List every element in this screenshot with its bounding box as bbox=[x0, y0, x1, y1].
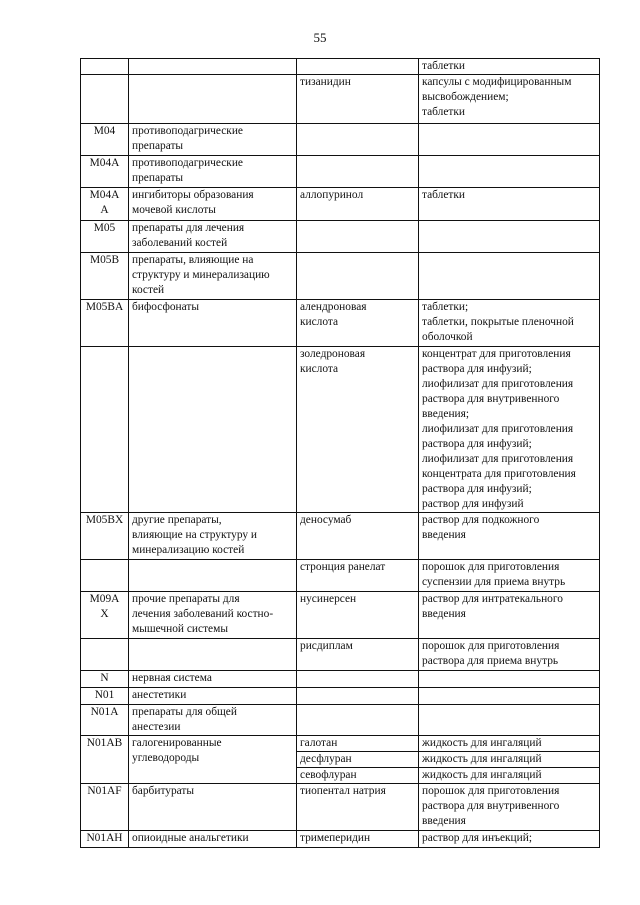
substance-cell: золедроновая кислота bbox=[297, 347, 419, 513]
dosage-form-cell: раствор для инъекций; bbox=[419, 831, 600, 848]
table-row bbox=[81, 736, 600, 752]
table-row bbox=[81, 688, 600, 705]
group-name-cell: бифосфонаты bbox=[129, 300, 297, 347]
atc-code-cell bbox=[81, 75, 129, 124]
atc-code-cell: M05 bbox=[81, 221, 129, 253]
substance-cell: севофлуран bbox=[297, 768, 419, 784]
group-name-cell: препараты, влияющие на структуру и минерализацию костей bbox=[129, 253, 297, 300]
group-name-cell: барбитураты bbox=[129, 784, 297, 831]
group-name-cell: ингибиторы образования мочевой кислоты bbox=[129, 188, 297, 221]
atc-code-cell bbox=[81, 347, 129, 513]
table-row bbox=[81, 513, 600, 560]
group-name-cell: противоподагрические препараты bbox=[129, 156, 297, 188]
page-number: 55 bbox=[313, 30, 327, 45]
dosage-form-cell: таблетки bbox=[419, 59, 600, 75]
atc-code-cell: N01AB bbox=[81, 736, 129, 784]
dosage-form-cell: жидкость для ингаляций bbox=[419, 768, 600, 784]
group-name-cell: препараты для общей анестезии bbox=[129, 705, 297, 736]
dosage-form-cell bbox=[419, 221, 600, 253]
dosage-form-cell: раствор для подкожного введения bbox=[419, 513, 600, 560]
group-name-cell: противоподагрические препараты bbox=[129, 124, 297, 156]
group-name-cell: галогенированные углеводороды bbox=[129, 736, 297, 784]
atc-code-cell: N01A bbox=[81, 705, 129, 736]
group-name-cell: другие препараты, влияющие на структуру и минерализацию костей bbox=[129, 513, 297, 560]
dosage-form-cell: жидкость для ингаляций bbox=[419, 736, 600, 752]
substance-cell: стронция ранелат bbox=[297, 560, 419, 592]
table-row bbox=[81, 671, 600, 688]
table-row bbox=[81, 59, 600, 75]
table-row bbox=[81, 75, 600, 124]
dosage-form-cell: таблетки bbox=[419, 188, 600, 221]
group-name-cell bbox=[129, 560, 297, 592]
table-row bbox=[81, 188, 600, 221]
dosage-form-cell: жидкость для ингаляций bbox=[419, 752, 600, 768]
dosage-form-cell bbox=[419, 688, 600, 705]
group-name-cell bbox=[129, 639, 297, 671]
group-name-cell: прочие препараты для лечения заболеваний костно- мышечной системы bbox=[129, 592, 297, 639]
group-name-cell: препараты для лечения заболеваний костей bbox=[129, 221, 297, 253]
substance-cell: аллопуринол bbox=[297, 188, 419, 221]
atc-code-cell: M04 bbox=[81, 124, 129, 156]
dosage-form-cell: порошок для приготовления раствора для внутривенного введения bbox=[419, 784, 600, 831]
group-name-cell: нервная система bbox=[129, 671, 297, 688]
substance-cell bbox=[297, 253, 419, 300]
atc-code-cell: M04A A bbox=[81, 188, 129, 221]
substance-cell: тизанидин bbox=[297, 75, 419, 124]
substance-cell bbox=[297, 705, 419, 736]
table-row bbox=[81, 300, 600, 347]
table-row bbox=[81, 124, 600, 156]
table-row bbox=[81, 221, 600, 253]
atc-code-cell: M05BA bbox=[81, 300, 129, 347]
table-row bbox=[81, 639, 600, 671]
atc-code-cell bbox=[81, 639, 129, 671]
table-row bbox=[81, 156, 600, 188]
table-row bbox=[81, 347, 600, 513]
atc-code-cell: N bbox=[81, 671, 129, 688]
substance-cell: десфлуран bbox=[297, 752, 419, 768]
group-name-cell bbox=[129, 59, 297, 75]
dosage-form-cell bbox=[419, 156, 600, 188]
dosage-form-cell: порошок для приготовления раствора для приема внутрь bbox=[419, 639, 600, 671]
substance-cell bbox=[297, 688, 419, 705]
substance-cell bbox=[297, 156, 419, 188]
table-row bbox=[81, 705, 600, 736]
substance-cell: тримеперидин bbox=[297, 831, 419, 848]
substance-cell: деносумаб bbox=[297, 513, 419, 560]
atc-code-cell: M04A bbox=[81, 156, 129, 188]
atc-code-cell: N01AH bbox=[81, 831, 129, 848]
dosage-form-cell: капсулы с модифицированным высвобождением; таблетки bbox=[419, 75, 600, 124]
substance-cell: рисдиплам bbox=[297, 639, 419, 671]
dosage-form-cell: раствор для интратекального введения bbox=[419, 592, 600, 639]
atc-code-cell bbox=[81, 560, 129, 592]
table-row bbox=[81, 560, 600, 592]
substance-cell: алендроновая кислота bbox=[297, 300, 419, 347]
group-name-cell bbox=[129, 347, 297, 513]
atc-code-cell: N01AF bbox=[81, 784, 129, 831]
group-name-cell: анестетики bbox=[129, 688, 297, 705]
substance-cell: галотан bbox=[297, 736, 419, 752]
substance-cell bbox=[297, 671, 419, 688]
dosage-form-cell bbox=[419, 705, 600, 736]
substance-cell: тиопентал натрия bbox=[297, 784, 419, 831]
atc-code-cell: N01 bbox=[81, 688, 129, 705]
table-row bbox=[81, 253, 600, 300]
medication-table bbox=[80, 58, 600, 848]
atc-code-cell: M05BX bbox=[81, 513, 129, 560]
atc-code-cell: M05B bbox=[81, 253, 129, 300]
substance-cell bbox=[297, 124, 419, 156]
substance-cell bbox=[297, 221, 419, 253]
group-name-cell: опиоидные анальгетики bbox=[129, 831, 297, 848]
dosage-form-cell bbox=[419, 124, 600, 156]
table-row bbox=[81, 592, 600, 639]
dosage-form-cell bbox=[419, 253, 600, 300]
dosage-form-cell: концентрат для приготовления раствора для инфузий; лиофилизат для приготовления раствора для внутривенного введения; лиофилизат для приготовления раствора для инфузий; лиофилизат для приготовления концентрата для приготовления раствора для инфузий; раствор для инфузий bbox=[419, 347, 600, 513]
dosage-form-cell: порошок для приготовления суспензии для приема внутрь bbox=[419, 560, 600, 592]
atc-code-cell: M09A X bbox=[81, 592, 129, 639]
atc-code-cell bbox=[81, 59, 129, 75]
group-name-cell bbox=[129, 75, 297, 124]
dosage-form-cell bbox=[419, 671, 600, 688]
table-row bbox=[81, 784, 600, 831]
table-row bbox=[81, 831, 600, 848]
substance-cell bbox=[297, 59, 419, 75]
dosage-form-cell: таблетки; таблетки, покрытые пленочной оболочкой bbox=[419, 300, 600, 347]
substance-cell: нусинерсен bbox=[297, 592, 419, 639]
